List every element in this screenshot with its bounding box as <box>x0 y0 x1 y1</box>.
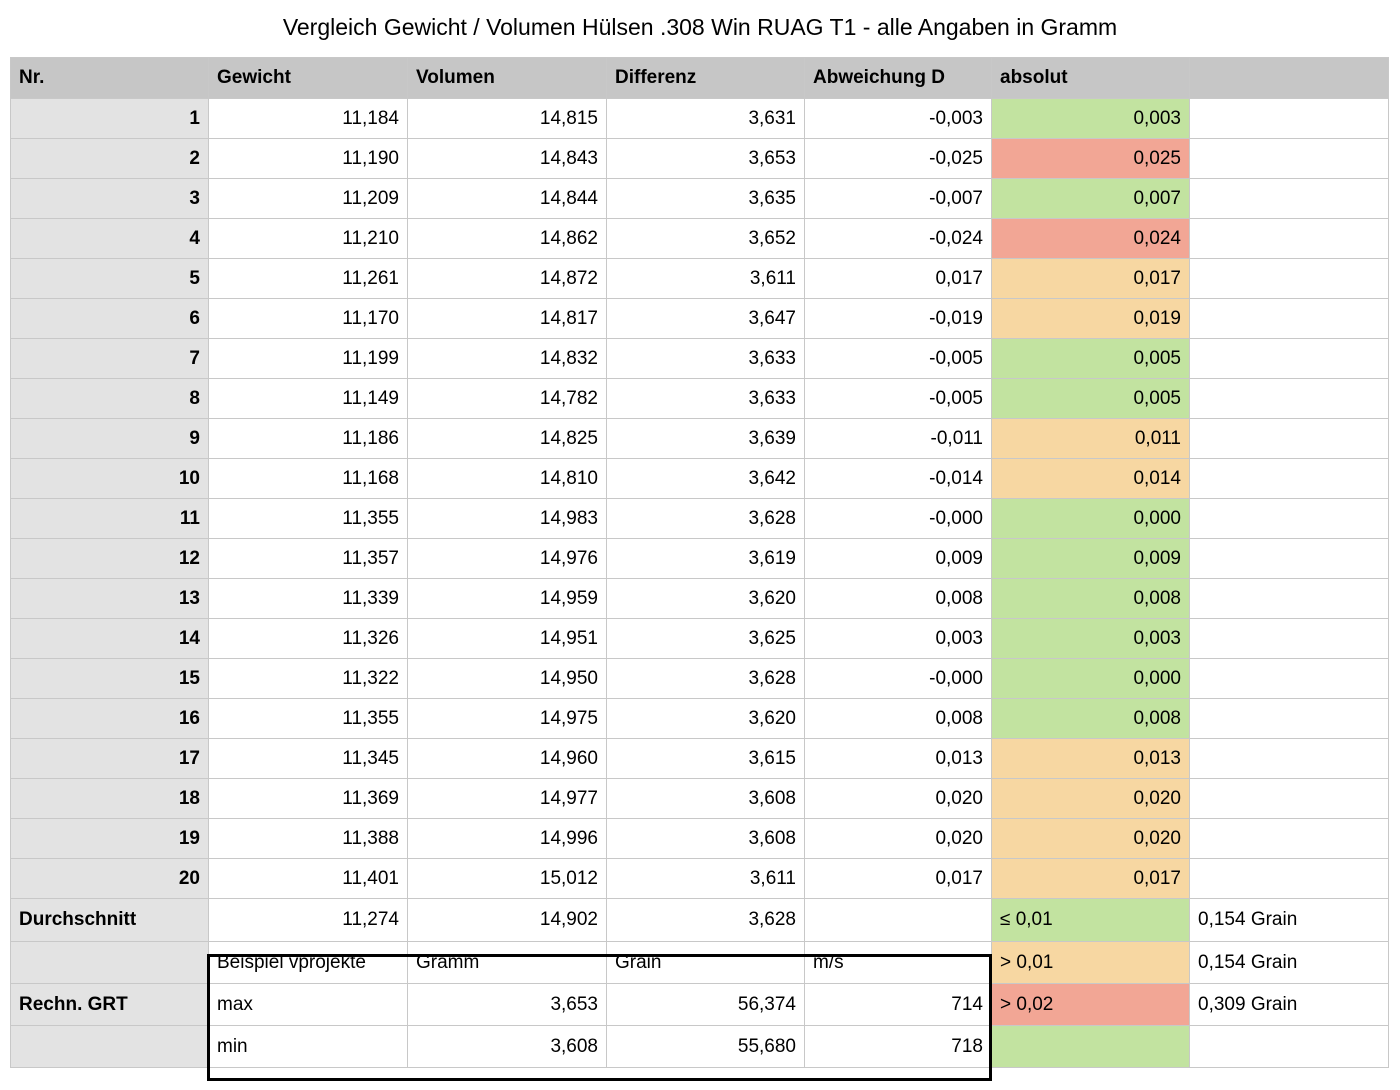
table-body <box>11 58 1389 1068</box>
example-header: Gramm <box>408 942 607 984</box>
cell-empty <box>1190 459 1389 499</box>
table-row <box>11 699 1389 739</box>
row-number: 8 <box>11 379 209 419</box>
cell-abweichung: 0,013 <box>805 739 992 779</box>
cell-empty <box>1190 859 1389 899</box>
row-number: 11 <box>11 499 209 539</box>
header-cell-abweichung: Abweichung D <box>805 58 992 99</box>
table-row <box>11 459 1389 499</box>
cell-empty <box>1190 219 1389 259</box>
cell-differenz: 3,628 <box>607 499 805 539</box>
cell-absolut: 0,013 <box>992 739 1190 779</box>
cell-abweichung: 0,008 <box>805 699 992 739</box>
header-cell-absolut: absolut <box>992 58 1190 99</box>
data-table <box>10 57 1389 1068</box>
cell-empty <box>1190 579 1389 619</box>
header-cell-volumen: Volumen <box>408 58 607 99</box>
cell-differenz: 3,633 <box>607 379 805 419</box>
row-number: 3 <box>11 179 209 219</box>
cell-gewicht: 11,261 <box>209 259 408 299</box>
cell-empty <box>1190 139 1389 179</box>
cell-volumen: 14,825 <box>408 419 607 459</box>
row-number: 15 <box>11 659 209 699</box>
table-row <box>11 859 1389 899</box>
cell-differenz: 3,635 <box>607 179 805 219</box>
cell-absolut: 0,000 <box>992 499 1190 539</box>
cell-differenz: 3,611 <box>607 859 805 899</box>
cell-gewicht: 11,199 <box>209 339 408 379</box>
cell-abweichung: -0,005 <box>805 379 992 419</box>
table-row <box>11 179 1389 219</box>
header-cell-gewicht: Gewicht <box>209 58 408 99</box>
cell-differenz: 3,611 <box>607 259 805 299</box>
cell-absolut: 0,025 <box>992 139 1190 179</box>
header-cell-nr: Nr. <box>11 58 209 99</box>
example-header: Beispiel vprojekte <box>209 942 408 984</box>
cell-volumen: 14,951 <box>408 619 607 659</box>
cell-absolut: 0,000 <box>992 659 1190 699</box>
example-header: m/s <box>805 942 992 984</box>
cell-abweichung: 0,008 <box>805 579 992 619</box>
cell-absolut: 0,003 <box>992 619 1190 659</box>
example-ms: 718 <box>805 1026 992 1068</box>
row-number: 17 <box>11 739 209 779</box>
row-number: 2 <box>11 139 209 179</box>
avg-differenz: 3,628 <box>607 899 805 942</box>
table-row <box>11 579 1389 619</box>
cell-absolut: 0,007 <box>992 179 1190 219</box>
cell-abweichung: -0,019 <box>805 299 992 339</box>
row-number: 5 <box>11 259 209 299</box>
cell-empty <box>1190 299 1389 339</box>
row-number: 20 <box>11 859 209 899</box>
cell-absolut: 0,024 <box>992 219 1190 259</box>
table-row <box>11 739 1389 779</box>
table-row <box>11 539 1389 579</box>
cell-volumen: 14,975 <box>408 699 607 739</box>
cell-gewicht: 11,345 <box>209 739 408 779</box>
example-header-row <box>11 942 1389 984</box>
cell-absolut: 0,020 <box>992 819 1190 859</box>
table-row <box>11 619 1389 659</box>
cell-empty <box>1190 659 1389 699</box>
cell-abweichung: -0,000 <box>805 499 992 539</box>
cell-gewicht: 11,168 <box>209 459 408 499</box>
table-row <box>11 339 1389 379</box>
example-header: Grain <box>607 942 805 984</box>
legend-note <box>1190 1026 1389 1068</box>
cell-volumen: 14,950 <box>408 659 607 699</box>
cell-absolut: 0,020 <box>992 779 1190 819</box>
summary-label: Durchschnitt <box>11 899 209 942</box>
row-number: 13 <box>11 579 209 619</box>
example-gramm: 3,608 <box>408 1026 607 1068</box>
example-gramm: 3,653 <box>408 984 607 1026</box>
row-number: 7 <box>11 339 209 379</box>
example-row-label: max <box>209 984 408 1026</box>
cell-abweichung: -0,011 <box>805 419 992 459</box>
cell-empty <box>1190 699 1389 739</box>
cell-gewicht: 11,355 <box>209 499 408 539</box>
row-number: 14 <box>11 619 209 659</box>
cell-gewicht: 11,210 <box>209 219 408 259</box>
avg-volumen: 14,902 <box>408 899 607 942</box>
row-number: 12 <box>11 539 209 579</box>
example-grain: 56,374 <box>607 984 805 1026</box>
cell-absolut: 0,005 <box>992 379 1190 419</box>
cell-gewicht: 11,170 <box>209 299 408 339</box>
header-cell-differenz: Differenz <box>607 58 805 99</box>
row-number: 1 <box>11 99 209 139</box>
example-side-empty <box>11 1026 209 1068</box>
cell-gewicht: 11,388 <box>209 819 408 859</box>
example-row <box>11 984 1389 1026</box>
cell-empty <box>1190 739 1389 779</box>
cell-absolut: 0,017 <box>992 859 1190 899</box>
example-side-empty <box>11 942 209 984</box>
cell-empty <box>1190 619 1389 659</box>
cell-differenz: 3,642 <box>607 459 805 499</box>
cell-differenz: 3,620 <box>607 699 805 739</box>
cell-differenz: 3,625 <box>607 619 805 659</box>
legend-range: ≤ 0,01 <box>992 899 1190 942</box>
cell-gewicht: 11,149 <box>209 379 408 419</box>
cell-empty <box>1190 99 1389 139</box>
cell-abweichung: 0,003 <box>805 619 992 659</box>
cell-abweichung: -0,005 <box>805 339 992 379</box>
cell-gewicht: 11,322 <box>209 659 408 699</box>
cell-volumen: 14,960 <box>408 739 607 779</box>
cell-abweichung: -0,000 <box>805 659 992 699</box>
header-cell-empty <box>1190 58 1389 99</box>
cell-differenz: 3,615 <box>607 739 805 779</box>
cell-differenz: 3,619 <box>607 539 805 579</box>
cell-abweichung: -0,007 <box>805 179 992 219</box>
legend-range: > 0,01 <box>992 942 1190 984</box>
row-number: 19 <box>11 819 209 859</box>
legend-note: 0,154 Grain <box>1190 942 1389 984</box>
cell-volumen: 14,959 <box>408 579 607 619</box>
cell-differenz: 3,653 <box>607 139 805 179</box>
table-row <box>11 99 1389 139</box>
table-row <box>11 139 1389 179</box>
cell-absolut: 0,019 <box>992 299 1190 339</box>
cell-empty <box>1190 339 1389 379</box>
cell-volumen: 14,976 <box>408 539 607 579</box>
cell-absolut: 0,008 <box>992 579 1190 619</box>
cell-empty <box>1190 819 1389 859</box>
cell-abweichung: 0,009 <box>805 539 992 579</box>
cell-differenz: 3,631 <box>607 99 805 139</box>
cell-differenz: 3,652 <box>607 219 805 259</box>
cell-absolut: 0,011 <box>992 419 1190 459</box>
legend-note: 0,309 Grain <box>1190 984 1389 1026</box>
avg-gewicht: 11,274 <box>209 899 408 942</box>
cell-gewicht: 11,184 <box>209 99 408 139</box>
cell-empty <box>1190 379 1389 419</box>
cell-differenz: 3,633 <box>607 339 805 379</box>
cell-abweichung: -0,003 <box>805 99 992 139</box>
cell-gewicht: 11,355 <box>209 699 408 739</box>
cell-gewicht: 11,339 <box>209 579 408 619</box>
cell-gewicht: 11,186 <box>209 419 408 459</box>
example-grain: 55,680 <box>607 1026 805 1068</box>
cell-abweichung: -0,025 <box>805 139 992 179</box>
legend-note: 0,154 Grain <box>1190 899 1389 942</box>
table-row <box>11 299 1389 339</box>
table-row <box>11 499 1389 539</box>
cell-empty <box>1190 419 1389 459</box>
example-row-label: min <box>209 1026 408 1068</box>
cell-empty <box>1190 779 1389 819</box>
cell-abweichung: 0,020 <box>805 779 992 819</box>
avg-abweichung-empty <box>805 899 992 942</box>
table-row <box>11 419 1389 459</box>
cell-empty <box>1190 539 1389 579</box>
example-label: Rechn. GRT <box>11 984 209 1026</box>
table-row <box>11 819 1389 859</box>
cell-absolut: 0,009 <box>992 539 1190 579</box>
cell-volumen: 14,810 <box>408 459 607 499</box>
summary-row <box>11 899 1389 942</box>
cell-gewicht: 11,326 <box>209 619 408 659</box>
cell-absolut: 0,008 <box>992 699 1190 739</box>
cell-gewicht: 11,401 <box>209 859 408 899</box>
cell-differenz: 3,608 <box>607 779 805 819</box>
cell-gewicht: 11,209 <box>209 179 408 219</box>
cell-volumen: 14,817 <box>408 299 607 339</box>
header-row <box>11 58 1389 99</box>
example-ms: 714 <box>805 984 992 1026</box>
cell-absolut: 0,017 <box>992 259 1190 299</box>
cell-volumen: 14,843 <box>408 139 607 179</box>
row-number: 6 <box>11 299 209 339</box>
row-number: 18 <box>11 779 209 819</box>
table-row <box>11 379 1389 419</box>
cell-differenz: 3,608 <box>607 819 805 859</box>
cell-volumen: 14,832 <box>408 339 607 379</box>
cell-gewicht: 11,357 <box>209 539 408 579</box>
row-number: 16 <box>11 699 209 739</box>
cell-abweichung: -0,024 <box>805 219 992 259</box>
row-number: 4 <box>11 219 209 259</box>
cell-volumen: 14,872 <box>408 259 607 299</box>
cell-differenz: 3,620 <box>607 579 805 619</box>
cell-empty <box>1190 499 1389 539</box>
cell-volumen: 14,977 <box>408 779 607 819</box>
row-number: 10 <box>11 459 209 499</box>
table-title: Vergleich Gewicht / Volumen Hülsen .308 Win RUAG T1 - alle Angaben in Gramm <box>282 14 1118 40</box>
cell-absolut: 0,014 <box>992 459 1190 499</box>
cell-volumen: 14,782 <box>408 379 607 419</box>
legend-range <box>992 1026 1190 1068</box>
cell-absolut: 0,003 <box>992 99 1190 139</box>
cell-differenz: 3,639 <box>607 419 805 459</box>
table-row <box>11 659 1389 699</box>
cell-volumen: 14,983 <box>408 499 607 539</box>
cell-abweichung: 0,020 <box>805 819 992 859</box>
cell-volumen: 14,844 <box>408 179 607 219</box>
cell-absolut: 0,005 <box>992 339 1190 379</box>
cell-empty <box>1190 179 1389 219</box>
cell-gewicht: 11,190 <box>209 139 408 179</box>
cell-differenz: 3,647 <box>607 299 805 339</box>
example-row <box>11 1026 1389 1068</box>
legend-range: > 0,02 <box>992 984 1190 1026</box>
cell-gewicht: 11,369 <box>209 779 408 819</box>
row-number: 9 <box>11 419 209 459</box>
cell-abweichung: 0,017 <box>805 859 992 899</box>
cell-volumen: 14,996 <box>408 819 607 859</box>
table-row <box>11 779 1389 819</box>
cell-volumen: 15,012 <box>408 859 607 899</box>
cell-empty <box>1190 259 1389 299</box>
cell-abweichung: 0,017 <box>805 259 992 299</box>
cell-differenz: 3,628 <box>607 659 805 699</box>
table-row <box>11 259 1389 299</box>
cell-volumen: 14,815 <box>408 99 607 139</box>
table-row <box>11 219 1389 259</box>
cell-abweichung: -0,014 <box>805 459 992 499</box>
cell-volumen: 14,862 <box>408 219 607 259</box>
